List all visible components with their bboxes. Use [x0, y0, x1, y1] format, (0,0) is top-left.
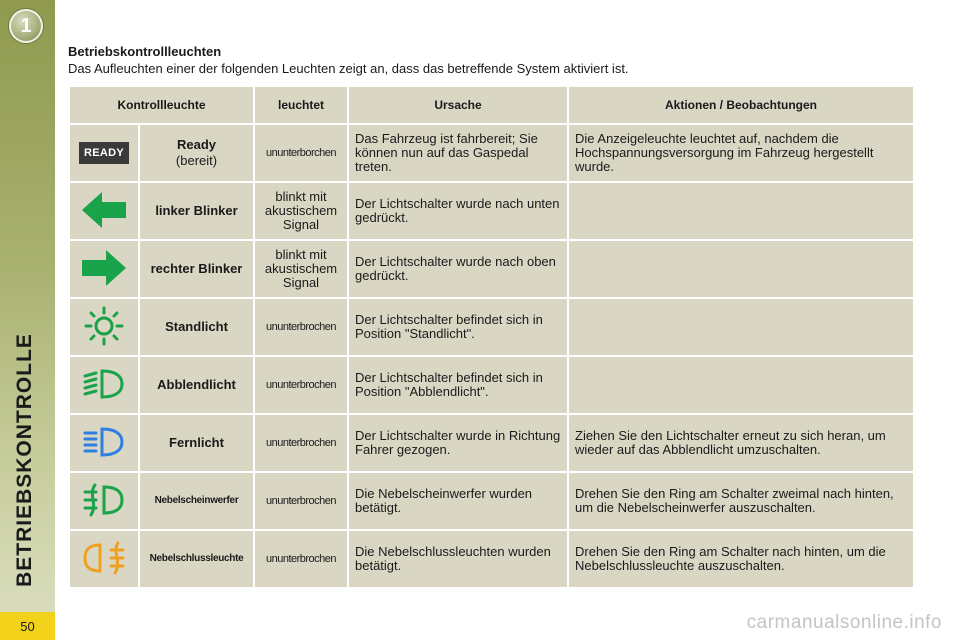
indicator-name	[140, 125, 253, 181]
action-text: Ziehen Sie den Lichtschalter erneut zu sich heran, um wieder auf das Abblendlicht umzuschalten.	[569, 415, 913, 471]
header-indicator: Kontrollleuchte	[70, 87, 253, 123]
table-header-row	[70, 87, 913, 123]
lit-state: ununterbrochen	[255, 357, 347, 413]
header-cause: Ursache	[349, 87, 567, 123]
indicator-name-text: Ready	[176, 137, 217, 152]
indicator-table	[68, 85, 915, 589]
parking-light-icon	[82, 306, 126, 346]
table-row	[70, 299, 913, 355]
watermark: carmanualsonline.info	[746, 612, 942, 633]
section-title: Betriebskontrollleuchten	[68, 44, 222, 59]
ready-badge-text: READY	[79, 142, 129, 164]
table-row	[70, 473, 913, 529]
lit-state: blinkt mit akustischem Signal	[255, 241, 347, 297]
cause-text: Der Lichtschalter wurde nach unten gedrückt.	[349, 183, 567, 239]
chapter-number: 1	[20, 14, 32, 37]
table-row	[70, 125, 913, 181]
cause-text: Der Lichtschalter wurde in Richtung Fahrer gezogen.	[349, 415, 567, 471]
lit-state: blinkt mit akustischem Signal	[255, 183, 347, 239]
front-fog-light-icon	[82, 482, 126, 518]
table-row	[70, 183, 913, 239]
lit-state: ununterbrochen	[255, 415, 347, 471]
action-text: Drehen Sie den Ring am Schalter nach hinten, um die Nebelschlussleuchte auszuschalten.	[569, 531, 913, 587]
action-text	[569, 241, 913, 297]
indicator-icon-cell	[70, 473, 138, 529]
lit-state: ununterbrochen	[255, 531, 347, 587]
indicator-icon-cell	[70, 299, 138, 355]
header-actions: Aktionen / Beobachtungen	[569, 87, 913, 123]
cause-text: Die Nebelscheinwerfer wurden betätigt.	[349, 473, 567, 529]
table-row	[70, 415, 913, 471]
cause-text: Die Nebelschlussleuchten wurden betätigt.	[349, 531, 567, 587]
table-row	[70, 241, 913, 297]
indicator-name: rechter Blinker	[140, 241, 253, 297]
indicator-name: Abblendlicht	[140, 357, 253, 413]
left-arrow-icon	[80, 190, 128, 230]
lit-state: ununterbrochen	[255, 299, 347, 355]
cause-text: Der Lichtschalter befindet sich in Position "Standlicht".	[349, 299, 567, 355]
table-row	[70, 531, 913, 587]
table-row	[70, 357, 913, 413]
indicator-name: Fernlicht	[140, 415, 253, 471]
cause-text: Der Lichtschalter befindet sich in Position "Abblendlicht".	[349, 357, 567, 413]
action-text	[569, 357, 913, 413]
indicator-icon-cell	[70, 531, 138, 587]
rear-fog-light-icon	[82, 540, 126, 576]
indicator-icon-cell	[70, 125, 138, 181]
indicator-name: Nebelscheinwerfer	[140, 473, 253, 529]
page-number: 50	[0, 612, 55, 640]
section-intro: Das Aufleuchten einer der folgenden Leuchten zeigt an, dass das betreffende System aktiviert ist.	[68, 61, 629, 76]
action-text: Die Anzeigeleuchte leuchtet auf, nachdem die Hochspannungsversorgung im Fahrzeug hergestellt wurde.	[569, 125, 913, 181]
lit-state: ununterbrochen	[255, 473, 347, 529]
indicator-icon-cell	[70, 241, 138, 297]
chapter-number-badge	[9, 9, 43, 43]
action-text	[569, 183, 913, 239]
chapter-title-text: BETRIEBSKONTROLLE	[13, 333, 36, 587]
indicator-name: Standlicht	[140, 299, 253, 355]
low-beam-icon	[82, 366, 126, 402]
right-arrow-icon	[80, 248, 128, 288]
header-lit: leuchtet	[255, 87, 347, 123]
indicator-icon-cell	[70, 415, 138, 471]
indicator-icon-cell	[70, 183, 138, 239]
lit-state: ununterborchen	[255, 125, 347, 181]
cause-text: Der Lichtschalter wurde nach oben gedrückt.	[349, 241, 567, 297]
action-text	[569, 299, 913, 355]
chapter-sidebar	[0, 0, 55, 640]
high-beam-icon	[82, 424, 126, 460]
ready-badge-icon	[79, 142, 129, 164]
cause-text: Das Fahrzeug ist fahrbereit; Sie können nun auf das Gaspedal treten.	[349, 125, 567, 181]
indicator-name: Nebelschlussleuchte	[140, 531, 253, 587]
indicator-name: linker Blinker	[140, 183, 253, 239]
indicator-icon-cell	[70, 357, 138, 413]
indicator-subname: (bereit)	[175, 153, 218, 168]
chapter-title-vertical	[5, 320, 45, 600]
action-text: Drehen Sie den Ring am Schalter zweimal nach hinten, um die Nebelscheinwerfer auszuschalten.	[569, 473, 913, 529]
